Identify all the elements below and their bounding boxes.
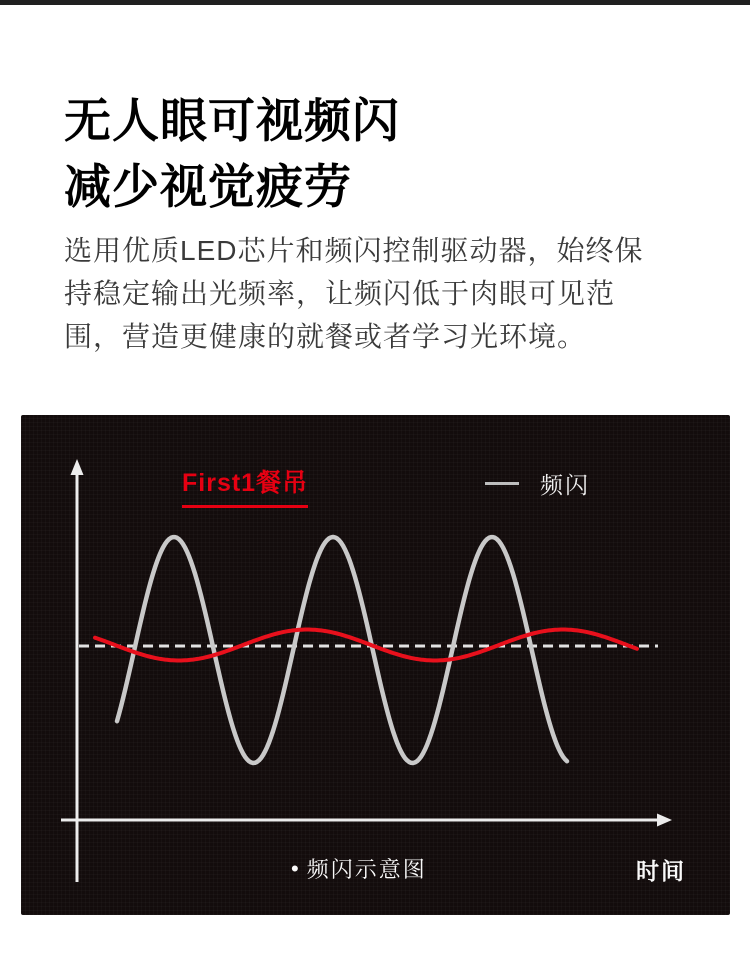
flicker-chart-panel: [21, 415, 730, 915]
page-title-line-2: 减少视觉疲劳: [64, 160, 352, 213]
page-title-line-1: 无人眼可视频闪: [64, 94, 400, 147]
body-text-line: 持稳定输出光频率，让频闪低于肉眼可见范: [64, 278, 616, 309]
legend-label: 频闪: [540, 472, 590, 498]
body-text: [64, 229, 643, 358]
body-text-line: 围，营造更健康的就餐或者学习光环境。: [64, 321, 587, 352]
page-title: [64, 88, 400, 220]
body-text-line: 选用优质LED芯片和频闪控制驱动器，始终保: [64, 235, 644, 266]
legend: [485, 467, 590, 500]
brand-label: First1餐吊: [182, 463, 308, 508]
top-accent-bar: [0, 0, 750, 5]
bullet-icon: •: [291, 855, 301, 881]
x-axis-label: 时间: [636, 858, 686, 884]
legend-line-icon: [485, 482, 519, 485]
chart-caption-label: 频闪示意图: [306, 857, 427, 882]
chart-caption: [291, 853, 427, 884]
flicker-wave-chart: [21, 415, 730, 915]
